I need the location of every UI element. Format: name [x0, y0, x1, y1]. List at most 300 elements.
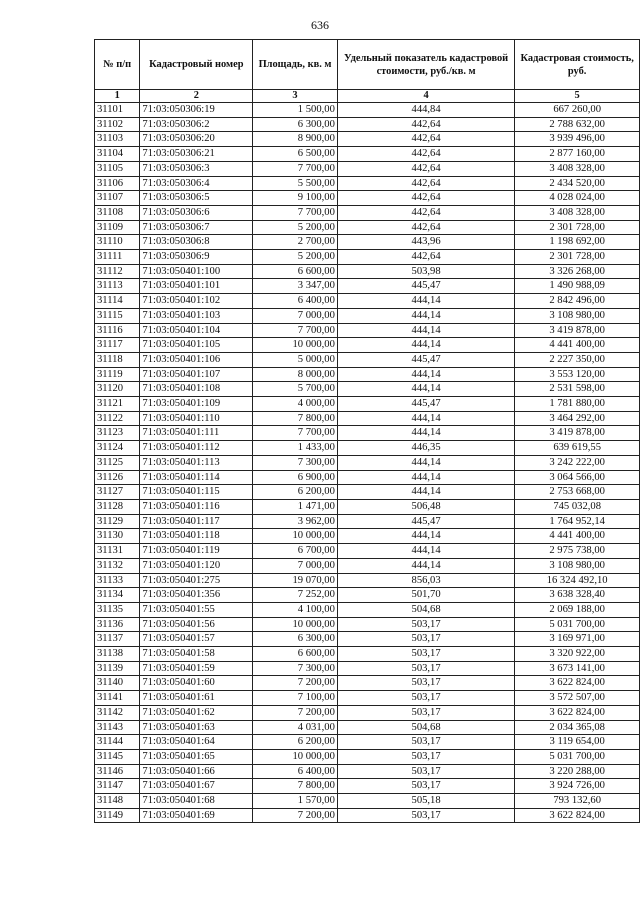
cadastral-value-cell: 1 490 988,09	[515, 279, 640, 294]
area-cell: 1 500,00	[253, 103, 338, 118]
table-row	[95, 705, 640, 720]
table-row	[95, 235, 640, 250]
cadastral-value-cell: 3 924 726,00	[515, 779, 640, 794]
cadastral-value-table	[94, 39, 640, 823]
unit-value-cell: 444,84	[337, 103, 514, 118]
table-row	[95, 191, 640, 206]
unit-value-cell: 444,14	[337, 323, 514, 338]
cadastral-value-cell: 3 464 292,00	[515, 411, 640, 426]
row-number-cell: 31149	[95, 808, 140, 823]
cadastral-value-cell: 2 034 365,08	[515, 720, 640, 735]
cadastral-number-cell: 71:03:050401:110	[140, 411, 253, 426]
unit-value-cell: 446,35	[337, 441, 514, 456]
row-number-cell: 31139	[95, 661, 140, 676]
column-index: 3	[253, 90, 338, 103]
table-row	[95, 470, 640, 485]
cadastral-value-cell: 3 326 268,00	[515, 264, 640, 279]
cadastral-value-cell: 4 441 400,00	[515, 338, 640, 353]
row-number-cell: 31103	[95, 132, 140, 147]
table-row	[95, 352, 640, 367]
table-row	[95, 676, 640, 691]
column-index: 4	[337, 90, 514, 103]
cadastral-value-cell: 745 032,08	[515, 499, 640, 514]
cadastral-number-cell: 71:03:050401:63	[140, 720, 253, 735]
cadastral-number-cell: 71:03:050401:120	[140, 558, 253, 573]
cadastral-number-cell: 71:03:050401:64	[140, 735, 253, 750]
area-cell: 3 347,00	[253, 279, 338, 294]
row-number-cell: 31109	[95, 220, 140, 235]
area-cell: 6 500,00	[253, 147, 338, 162]
cadastral-value-cell: 3 572 507,00	[515, 691, 640, 706]
cadastral-value-cell: 2 753 668,00	[515, 485, 640, 500]
row-number-cell: 31130	[95, 529, 140, 544]
unit-value-cell: 503,17	[337, 808, 514, 823]
unit-value-cell: 444,14	[337, 294, 514, 309]
area-cell: 7 100,00	[253, 691, 338, 706]
cadastral-number-cell: 71:03:050306:21	[140, 147, 253, 162]
table-row	[95, 602, 640, 617]
cadastral-number-cell: 71:03:050401:66	[140, 764, 253, 779]
table-row	[95, 661, 640, 676]
cadastral-number-cell: 71:03:050401:56	[140, 617, 253, 632]
unit-value-cell: 444,14	[337, 411, 514, 426]
cadastral-number-cell: 71:03:050401:68	[140, 794, 253, 809]
area-cell: 7 200,00	[253, 705, 338, 720]
area-cell: 7 000,00	[253, 308, 338, 323]
cadastral-value-cell: 4 028 024,00	[515, 191, 640, 206]
header-unit-value: Удельный показатель кадастровой стоимости, руб./кв. м	[337, 40, 514, 90]
row-number-cell: 31112	[95, 264, 140, 279]
row-number-cell: 31132	[95, 558, 140, 573]
area-cell: 5 500,00	[253, 176, 338, 191]
unit-value-cell: 504,68	[337, 602, 514, 617]
area-cell: 6 300,00	[253, 632, 338, 647]
row-number-cell: 31133	[95, 573, 140, 588]
cadastral-value-cell: 1 198 692,00	[515, 235, 640, 250]
area-cell: 7 800,00	[253, 411, 338, 426]
row-number-cell: 31104	[95, 147, 140, 162]
area-cell: 6 200,00	[253, 485, 338, 500]
unit-value-cell: 503,17	[337, 764, 514, 779]
area-cell: 7 700,00	[253, 426, 338, 441]
area-cell: 1 433,00	[253, 441, 338, 456]
cadastral-value-cell: 2 069 188,00	[515, 602, 640, 617]
cadastral-number-cell: 71:03:050401:59	[140, 661, 253, 676]
area-cell: 4 031,00	[253, 720, 338, 735]
cadastral-number-cell: 71:03:050401:103	[140, 308, 253, 323]
unit-value-cell: 444,14	[337, 308, 514, 323]
table-row	[95, 588, 640, 603]
area-cell: 8 000,00	[253, 367, 338, 382]
area-cell: 10 000,00	[253, 617, 338, 632]
unit-value-cell: 503,17	[337, 735, 514, 750]
cadastral-number-cell: 71:03:050306:7	[140, 220, 253, 235]
table-header-row	[95, 40, 640, 90]
table-row	[95, 485, 640, 500]
area-cell: 3 962,00	[253, 514, 338, 529]
cadastral-value-cell: 3 939 496,00	[515, 132, 640, 147]
cadastral-value-cell: 2 301 728,00	[515, 220, 640, 235]
row-number-cell: 31113	[95, 279, 140, 294]
area-cell: 6 700,00	[253, 544, 338, 559]
area-cell: 5 200,00	[253, 220, 338, 235]
area-cell: 7 000,00	[253, 558, 338, 573]
column-index: 1	[95, 90, 140, 103]
row-number-cell: 31136	[95, 617, 140, 632]
cadastral-number-cell: 71:03:050401:105	[140, 338, 253, 353]
table-row	[95, 558, 640, 573]
cadastral-number-cell: 71:03:050306:3	[140, 161, 253, 176]
row-number-cell: 31110	[95, 235, 140, 250]
area-cell: 1 570,00	[253, 794, 338, 809]
row-number-cell: 31121	[95, 397, 140, 412]
table-row	[95, 499, 640, 514]
cadastral-number-cell: 71:03:050401:102	[140, 294, 253, 309]
unit-value-cell: 442,64	[337, 176, 514, 191]
row-number-cell: 31106	[95, 176, 140, 191]
area-cell: 2 700,00	[253, 235, 338, 250]
unit-value-cell: 503,17	[337, 779, 514, 794]
cadastral-value-cell: 3 673 141,00	[515, 661, 640, 676]
cadastral-value-cell: 3 108 980,00	[515, 308, 640, 323]
row-number-cell: 31107	[95, 191, 140, 206]
cadastral-number-cell: 71:03:050401:69	[140, 808, 253, 823]
unit-value-cell: 444,14	[337, 470, 514, 485]
table-row	[95, 691, 640, 706]
row-number-cell: 31127	[95, 485, 140, 500]
row-number-cell: 31142	[95, 705, 140, 720]
unit-value-cell: 442,64	[337, 250, 514, 265]
table-row	[95, 720, 640, 735]
row-number-cell: 31137	[95, 632, 140, 647]
row-number-cell: 31129	[95, 514, 140, 529]
area-cell: 8 900,00	[253, 132, 338, 147]
cadastral-number-cell: 71:03:050401:104	[140, 323, 253, 338]
area-cell: 10 000,00	[253, 529, 338, 544]
cadastral-number-cell: 71:03:050401:106	[140, 352, 253, 367]
unit-value-cell: 503,17	[337, 749, 514, 764]
table-row	[95, 573, 640, 588]
cadastral-value-cell: 4 441 400,00	[515, 529, 640, 544]
unit-value-cell: 856,03	[337, 573, 514, 588]
table-row	[95, 103, 640, 118]
cadastral-value-cell: 3 622 824,00	[515, 705, 640, 720]
cadastral-number-cell: 71:03:050306:4	[140, 176, 253, 191]
cadastral-value-cell: 3 408 328,00	[515, 161, 640, 176]
unit-value-cell: 442,64	[337, 161, 514, 176]
cadastral-value-cell: 5 031 700,00	[515, 749, 640, 764]
table-row	[95, 397, 640, 412]
row-number-cell: 31115	[95, 308, 140, 323]
area-cell: 7 700,00	[253, 205, 338, 220]
row-number-cell: 31128	[95, 499, 140, 514]
cadastral-value-cell: 2 788 632,00	[515, 117, 640, 132]
table-row	[95, 220, 640, 235]
unit-value-cell: 444,14	[337, 485, 514, 500]
unit-value-cell: 445,47	[337, 514, 514, 529]
cadastral-number-cell: 71:03:050401:108	[140, 382, 253, 397]
cadastral-value-cell: 3 242 222,00	[515, 455, 640, 470]
area-cell: 7 300,00	[253, 661, 338, 676]
row-number-cell: 31144	[95, 735, 140, 750]
cadastral-number-cell: 71:03:050401:100	[140, 264, 253, 279]
unit-value-cell: 442,64	[337, 117, 514, 132]
table-row	[95, 617, 640, 632]
cadastral-number-cell: 71:03:050306:20	[140, 132, 253, 147]
table-row	[95, 764, 640, 779]
table-row	[95, 647, 640, 662]
unit-value-cell: 444,14	[337, 558, 514, 573]
table-row	[95, 294, 640, 309]
table-row	[95, 323, 640, 338]
cadastral-number-cell: 71:03:050401:60	[140, 676, 253, 691]
unit-value-cell: 504,68	[337, 720, 514, 735]
row-number-cell: 31141	[95, 691, 140, 706]
cadastral-number-cell: 71:03:050401:275	[140, 573, 253, 588]
unit-value-cell: 501,70	[337, 588, 514, 603]
cadastral-number-cell: 71:03:050401:116	[140, 499, 253, 514]
area-cell: 7 700,00	[253, 161, 338, 176]
row-number-cell: 31114	[95, 294, 140, 309]
table-row	[95, 250, 640, 265]
row-number-cell: 31125	[95, 455, 140, 470]
column-index: 5	[515, 90, 640, 103]
row-number-cell: 31143	[95, 720, 140, 735]
cadastral-number-cell: 71:03:050401:57	[140, 632, 253, 647]
row-number-cell: 31102	[95, 117, 140, 132]
cadastral-number-cell: 71:03:050401:65	[140, 749, 253, 764]
unit-value-cell: 505,18	[337, 794, 514, 809]
unit-value-cell: 442,64	[337, 205, 514, 220]
cadastral-number-cell: 71:03:050401:113	[140, 455, 253, 470]
unit-value-cell: 444,14	[337, 338, 514, 353]
cadastral-number-cell: 71:03:050401:55	[140, 602, 253, 617]
row-number-cell: 31101	[95, 103, 140, 118]
row-number-cell: 31126	[95, 470, 140, 485]
area-cell: 4 100,00	[253, 602, 338, 617]
page-number: 636	[311, 18, 329, 32]
area-cell: 7 800,00	[253, 779, 338, 794]
unit-value-cell: 442,64	[337, 191, 514, 206]
table-row	[95, 779, 640, 794]
table-row	[95, 264, 640, 279]
cadastral-value-cell: 3 169 971,00	[515, 632, 640, 647]
table-row	[95, 794, 640, 809]
table-row	[95, 735, 640, 750]
cadastral-value-cell: 3 108 980,00	[515, 558, 640, 573]
table-row	[95, 455, 640, 470]
header-row-number: № п/п	[95, 40, 140, 90]
unit-value-cell: 503,17	[337, 691, 514, 706]
unit-value-cell: 444,14	[337, 455, 514, 470]
cadastral-number-cell: 71:03:050401:111	[140, 426, 253, 441]
cadastral-number-cell: 71:03:050306:6	[140, 205, 253, 220]
table-row	[95, 544, 640, 559]
table-row	[95, 205, 640, 220]
area-cell: 7 700,00	[253, 323, 338, 338]
area-cell: 6 300,00	[253, 117, 338, 132]
unit-value-cell: 503,17	[337, 632, 514, 647]
unit-value-cell: 506,48	[337, 499, 514, 514]
row-number-cell: 31140	[95, 676, 140, 691]
table-row	[95, 749, 640, 764]
unit-value-cell: 445,47	[337, 352, 514, 367]
area-cell: 1 471,00	[253, 499, 338, 514]
area-cell: 7 252,00	[253, 588, 338, 603]
header-cadastral-value: Кадастровая стоимость, руб.	[515, 40, 640, 90]
cadastral-number-cell: 71:03:050401:67	[140, 779, 253, 794]
unit-value-cell: 503,17	[337, 647, 514, 662]
area-cell: 10 000,00	[253, 749, 338, 764]
table-row	[95, 426, 640, 441]
cadastral-value-cell: 3 622 824,00	[515, 808, 640, 823]
area-cell: 6 600,00	[253, 264, 338, 279]
unit-value-cell: 443,96	[337, 235, 514, 250]
cadastral-value-cell: 639 619,55	[515, 441, 640, 456]
row-number-cell: 31118	[95, 352, 140, 367]
cadastral-number-cell: 71:03:050401:112	[140, 441, 253, 456]
area-cell: 9 100,00	[253, 191, 338, 206]
table-row	[95, 411, 640, 426]
table-row	[95, 279, 640, 294]
cadastral-value-cell: 16 324 492,10	[515, 573, 640, 588]
table-row	[95, 529, 640, 544]
cadastral-value-cell: 3 553 120,00	[515, 367, 640, 382]
row-number-cell: 31135	[95, 602, 140, 617]
cadastral-value-cell: 5 031 700,00	[515, 617, 640, 632]
unit-value-cell: 445,47	[337, 279, 514, 294]
area-cell: 6 600,00	[253, 647, 338, 662]
row-number-cell: 31117	[95, 338, 140, 353]
area-cell: 5 200,00	[253, 250, 338, 265]
row-number-cell: 31131	[95, 544, 140, 559]
table-row	[95, 176, 640, 191]
header-cadastral-number: Кадастровый номер	[140, 40, 253, 90]
row-number-cell: 31108	[95, 205, 140, 220]
unit-value-cell: 503,98	[337, 264, 514, 279]
table-row	[95, 367, 640, 382]
cadastral-number-cell: 71:03:050401:101	[140, 279, 253, 294]
row-number-cell: 31119	[95, 367, 140, 382]
cadastral-value-cell: 2 975 738,00	[515, 544, 640, 559]
row-number-cell: 31105	[95, 161, 140, 176]
cadastral-number-cell: 71:03:050401:107	[140, 367, 253, 382]
cadastral-number-cell: 71:03:050401:61	[140, 691, 253, 706]
row-number-cell: 31124	[95, 441, 140, 456]
area-cell: 6 900,00	[253, 470, 338, 485]
unit-value-cell: 444,14	[337, 382, 514, 397]
unit-value-cell: 503,17	[337, 676, 514, 691]
cadastral-value-cell: 3 419 878,00	[515, 426, 640, 441]
column-index-row	[95, 90, 640, 103]
unit-value-cell: 503,17	[337, 705, 514, 720]
unit-value-cell: 442,64	[337, 220, 514, 235]
row-number-cell: 31122	[95, 411, 140, 426]
unit-value-cell: 444,14	[337, 544, 514, 559]
table-row	[95, 117, 640, 132]
area-cell: 5 700,00	[253, 382, 338, 397]
table-row	[95, 308, 640, 323]
cadastral-value-cell: 2 227 350,00	[515, 352, 640, 367]
column-index: 2	[140, 90, 253, 103]
table-row	[95, 632, 640, 647]
row-number-cell: 31123	[95, 426, 140, 441]
row-number-cell: 31138	[95, 647, 140, 662]
cadastral-number-cell: 71:03:050401:356	[140, 588, 253, 603]
area-cell: 6 400,00	[253, 294, 338, 309]
table-row	[95, 441, 640, 456]
cadastral-value-cell: 3 119 654,00	[515, 735, 640, 750]
cadastral-number-cell: 71:03:050306:9	[140, 250, 253, 265]
row-number-cell: 31146	[95, 764, 140, 779]
unit-value-cell: 503,17	[337, 661, 514, 676]
table-body	[95, 103, 640, 823]
cadastral-value-cell: 3 622 824,00	[515, 676, 640, 691]
cadastral-number-cell: 71:03:050401:109	[140, 397, 253, 412]
cadastral-value-cell: 793 132,60	[515, 794, 640, 809]
cadastral-number-cell: 71:03:050306:5	[140, 191, 253, 206]
row-number-cell: 31120	[95, 382, 140, 397]
cadastral-value-cell: 1 764 952,14	[515, 514, 640, 529]
cadastral-value-cell: 3 419 878,00	[515, 323, 640, 338]
unit-value-cell: 442,64	[337, 147, 514, 162]
row-number-cell: 31134	[95, 588, 140, 603]
area-cell: 19 070,00	[253, 573, 338, 588]
table-row	[95, 132, 640, 147]
cadastral-number-cell: 71:03:050401:62	[140, 705, 253, 720]
area-cell: 4 000,00	[253, 397, 338, 412]
cadastral-value-cell: 1 781 880,00	[515, 397, 640, 412]
table-row	[95, 147, 640, 162]
row-number-cell: 31148	[95, 794, 140, 809]
table-row	[95, 338, 640, 353]
cadastral-value-cell: 3 064 566,00	[515, 470, 640, 485]
area-cell: 6 400,00	[253, 764, 338, 779]
unit-value-cell: 503,17	[337, 617, 514, 632]
area-cell: 7 200,00	[253, 808, 338, 823]
row-number-cell: 31147	[95, 779, 140, 794]
area-cell: 7 300,00	[253, 455, 338, 470]
area-cell: 6 200,00	[253, 735, 338, 750]
area-cell: 10 000,00	[253, 338, 338, 353]
cadastral-value-cell: 3 638 328,40	[515, 588, 640, 603]
cadastral-number-cell: 71:03:050401:117	[140, 514, 253, 529]
cadastral-number-cell: 71:03:050401:119	[140, 544, 253, 559]
cadastral-value-cell: 2 842 496,00	[515, 294, 640, 309]
cadastral-number-cell: 71:03:050401:114	[140, 470, 253, 485]
cadastral-number-cell: 71:03:050306:2	[140, 117, 253, 132]
cadastral-number-cell: 71:03:050306:8	[140, 235, 253, 250]
unit-value-cell: 445,47	[337, 397, 514, 412]
table-row	[95, 514, 640, 529]
unit-value-cell: 444,14	[337, 426, 514, 441]
unit-value-cell: 444,14	[337, 367, 514, 382]
cadastral-value-cell: 3 408 328,00	[515, 205, 640, 220]
cadastral-value-cell: 2 531 598,00	[515, 382, 640, 397]
table-row	[95, 382, 640, 397]
cadastral-number-cell: 71:03:050401:115	[140, 485, 253, 500]
cadastral-value-cell: 667 260,00	[515, 103, 640, 118]
row-number-cell: 31111	[95, 250, 140, 265]
table-row	[95, 161, 640, 176]
table-row	[95, 808, 640, 823]
cadastral-number-cell: 71:03:050401:118	[140, 529, 253, 544]
cadastral-value-cell: 2 301 728,00	[515, 250, 640, 265]
area-cell: 7 200,00	[253, 676, 338, 691]
area-cell: 5 000,00	[253, 352, 338, 367]
cadastral-value-cell: 3 220 288,00	[515, 764, 640, 779]
row-number-cell: 31116	[95, 323, 140, 338]
